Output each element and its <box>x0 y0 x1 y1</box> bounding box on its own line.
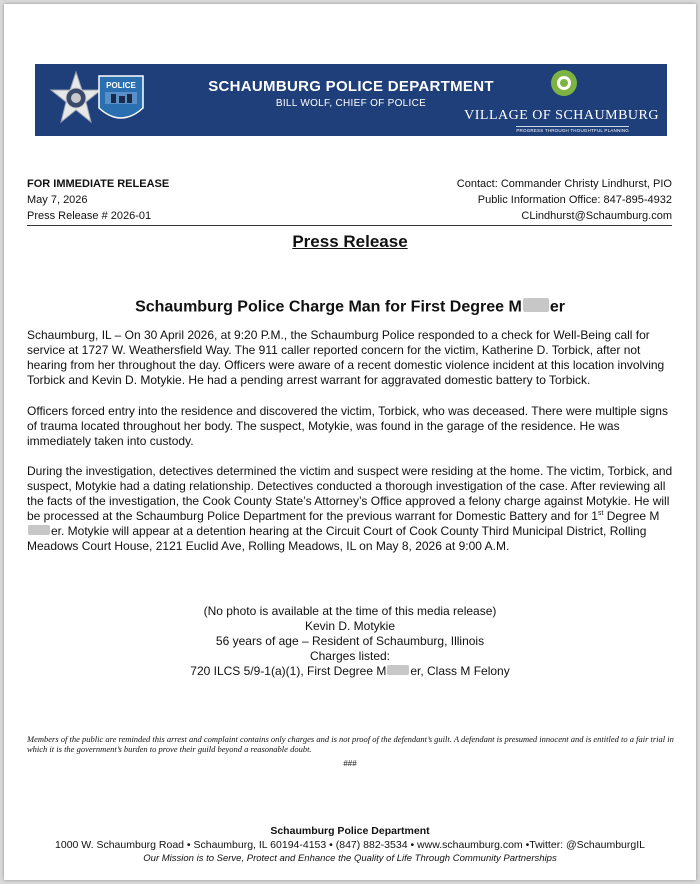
paragraph-discovery: Officers forced entry into the residence and discovered the victim, Torbick, who was deceased. There were multiple signs of trauma located throughout her body. The suspect, Motykie, was found in the garage of the residence. He was immediately taken into custody. <box>27 404 668 448</box>
chief-name: BILL WOLF, CHIEF OF POLICE <box>275 98 427 109</box>
contact-name: Contact: Commander Christy Lindhurst, PIO <box>456 178 672 190</box>
suspect-name: Kevin D. Motykie <box>304 619 396 633</box>
release-number: Press Release # 2026-01 <box>27 210 152 222</box>
release-date: May 7, 2026 <box>27 194 88 206</box>
end-marker: ### <box>343 759 357 768</box>
header-divider <box>27 225 672 226</box>
investigation-text-a: During the investigation, detectives determined the victim and suspect were residing at the home. The victim, Torbick, and suspect, Motykie had a dating relationship. Detectives conducted a thorough investigation of the case. After reviewing all the facts of the investigation, the Cook County State’s Attorney’s Office approved a felony charge against Motykie. He will be processed at the Schaumburg Police Department for the previous warrant for Domestic Battery and for 1 <box>27 464 673 523</box>
ordinal-suffix: st <box>597 510 604 517</box>
village-tagline: PROGRESS THROUGH THOUGHTFUL PLANNING <box>516 128 629 133</box>
charge-line <box>4 664 696 679</box>
document-title: Press Release <box>292 232 408 251</box>
charge-text-before: 720 ILCS 5/9-1(a)(1), First Degree M <box>190 664 387 678</box>
contact-phone: Public Information Office: 847-895-4932 <box>477 194 672 206</box>
release-label: FOR IMMEDIATE RELEASE <box>27 178 170 190</box>
redaction-blur <box>387 665 409 675</box>
footer-department-name: Schaumburg Police Department <box>270 825 430 837</box>
headline <box>4 298 696 317</box>
release-info <box>27 176 169 224</box>
headline-text-before: Schaumburg Police Charge Man for First Degree M <box>135 298 522 316</box>
suspect-details: 56 years of age – Resident of Schaumburg, Illinois <box>215 634 485 648</box>
department-title: SCHAUMBURG POLICE DEPARTMENT <box>208 78 494 95</box>
contact-info <box>457 176 672 224</box>
patch-text: POLICE <box>106 81 136 90</box>
contact-email: CLindhurst@Schaumburg.com <box>521 210 672 222</box>
paragraph-incident: Schaumburg, IL – On 30 April 2026, at 9:20 P.M., the Schaumburg Police responded to a check for Well-Being call for service at 1727 W. Weathersfield Way. The 911 caller reported concern for the victim, Katherine D. Torbick, after not hearing from her throughout the day. Officers were aware of a recent domestic violence incident at this location involving Torbick and Kevin D. Motykie. He had a pending arrest warrant for aggravated domestic battery to Torbick. <box>27 328 665 387</box>
page-footer <box>4 824 696 866</box>
headline-text-after: er <box>549 298 565 316</box>
redaction-blur <box>28 525 50 535</box>
footer-mission: Our Mission is to Serve, Protect and Enhance the Quality of Life Through Community Partnerships <box>143 853 557 864</box>
investigation-text-b: Degree M <box>603 509 660 523</box>
paragraph-investigation <box>27 464 677 554</box>
photo-note: (No photo is available at the time of this media release) <box>203 604 497 618</box>
redaction-blur <box>523 298 549 312</box>
charges-label: Charges listed: <box>309 649 391 663</box>
charge-text-after: er, Class M Felony <box>410 664 510 678</box>
investigation-text-c: er. Motykie will appear at a detention hearing at the Circuit Court of Cook County Third Municipal District, Rolling Meadows Court House, 2121 Euclid Ave, Rolling Meadows, IL on May 8, 2026 at 9:00 A.M. <box>27 524 647 553</box>
legal-disclaimer: Members of the public are reminded this arrest and complaint contains only charges and is not proof of the defendant’s guilt. A defendant is presumed innocent and is entitled to a fair trial in which it is the government’s burden to prove their guild beyond a reasonable doubt. <box>27 734 674 754</box>
footer-address: 1000 W. Schaumburg Road • Schaumburg, IL 60194-4153 • (847) 882-3534 • www.schaumburg.com •Twitter: @SchaumburgIL <box>55 839 645 851</box>
letterhead-banner <box>35 64 667 136</box>
suspect-info <box>4 604 696 679</box>
press-release-page <box>4 4 696 880</box>
village-flower-logo-icon <box>547 68 581 98</box>
village-name: VILLAGE OF SCHAUMBURG <box>464 108 659 123</box>
